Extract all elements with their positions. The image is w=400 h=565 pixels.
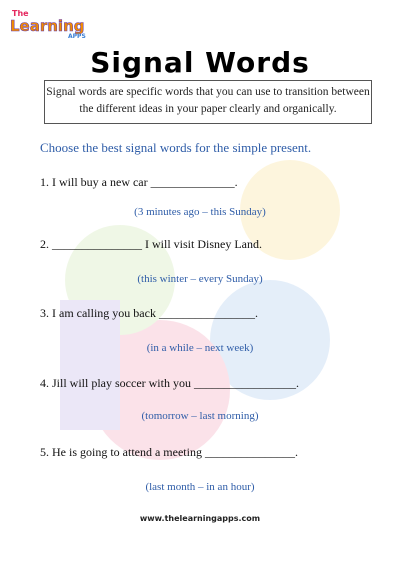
intro-text: Signal words are specific words that you can use to transition between the different ideas in your paper clearly and organically. <box>46 86 370 115</box>
question-4: 4. Jill will play soccer with you _________________. <box>40 376 299 390</box>
svg-text:The: The <box>12 9 29 18</box>
options-2: (this winter – every Sunday) <box>137 273 263 285</box>
options-1: (3 minutes ago – this Sunday) <box>134 206 266 218</box>
question-2: 2. _______________ I will visit Disney Land. <box>40 237 262 251</box>
footer-url[interactable]: www.thelearningapps.com <box>139 514 261 523</box>
brand-logo <box>8 6 94 40</box>
options-3: (in a while – next week) <box>146 342 254 354</box>
question-5: 5. He is going to attend a meeting _______________. <box>40 445 298 459</box>
question-1: 1. I will buy a new car ______________. <box>40 175 238 189</box>
options-5: (last month – in an hour) <box>145 481 255 493</box>
intro-box <box>44 80 372 124</box>
options-4: (tomorrow – last morning) <box>141 410 259 422</box>
svg-text:Learning: Learning <box>10 17 85 35</box>
instruction-text: Choose the best signal words for the simple present. <box>40 140 312 155</box>
question-3: 3. I am calling you back ________________. <box>40 306 258 320</box>
page-title: Signal Words <box>90 46 310 79</box>
svg-text:APPS: APPS <box>68 33 86 40</box>
